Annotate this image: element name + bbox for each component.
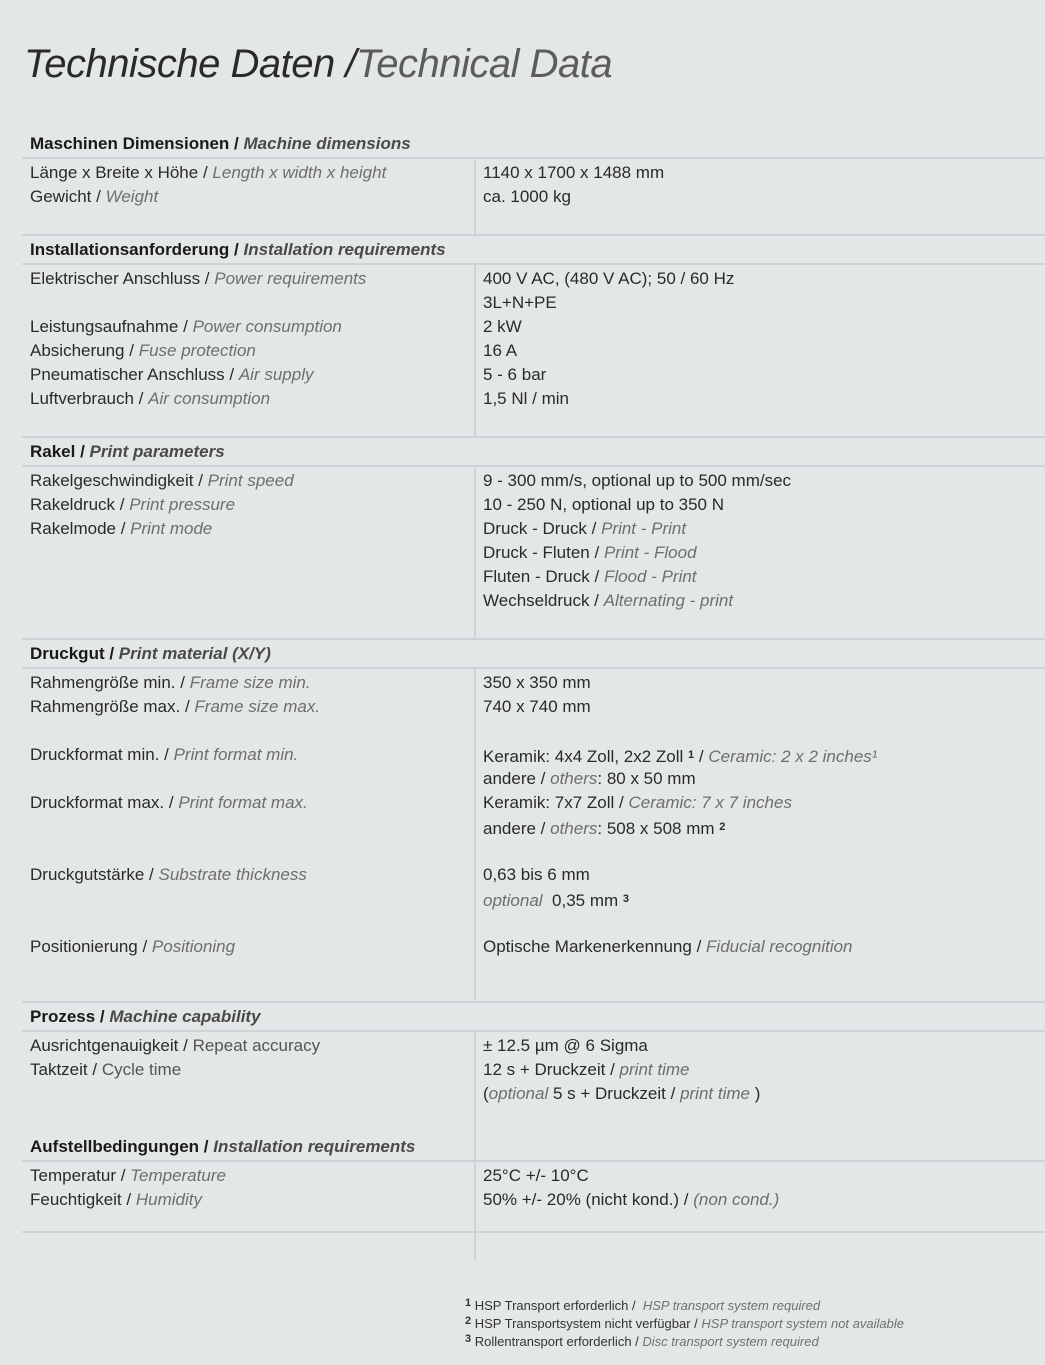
label-accuracy: Ausrichtgenauigkeit / Repeat accuracy — [30, 1036, 321, 1055]
label-cycle: Taktzeit / Cycle time — [30, 1060, 182, 1079]
column-divider — [474, 264, 476, 436]
column-divider — [474, 466, 476, 638]
value-cycle-optional: (optional 5 s + Druckzeit / print time ) — [483, 1084, 761, 1103]
value-air-consumption: 1,5 Nl / min — [483, 389, 569, 408]
value-consumption: 2 kW — [483, 317, 522, 336]
value-lwh: 1140 x 1700 x 1488 mm — [483, 163, 665, 182]
label-frame-max: Rahmengröße max. / Frame size max. — [30, 697, 321, 716]
divider — [22, 1030, 1045, 1032]
value-pressure: 10 - 250 N, optional up to 350 N — [483, 495, 724, 514]
label-humidity: Feuchtigkeit / Humidity — [30, 1190, 202, 1209]
divider — [22, 263, 1045, 265]
label-format-min: Druckformat min. / Print format min. — [30, 745, 299, 764]
value-mode: Druck - Druck / Print - Print — [483, 519, 687, 538]
footnote-2: $^2$ HSP Transportsystem nicht verfügbar / HSP transport system not available — [465, 1315, 904, 1331]
divider — [22, 436, 1045, 438]
value-humidity: 50% +/- 20% (nicht kond.) / (non cond.) — [483, 1190, 780, 1209]
divider — [22, 1160, 1045, 1162]
section-print-parameters: Rakel / Print parameters — [30, 442, 225, 461]
section-dimensions: Maschinen Dimensionen / Machine dimensions — [30, 134, 411, 153]
value-mode: Druck - Fluten / Print - Flood — [483, 543, 697, 562]
value-frame-min: 350 x 350 mm — [483, 673, 591, 692]
value-weight: ca. 1000 kg — [483, 187, 571, 206]
divider — [22, 667, 1045, 669]
value-temperature: 25°C +/- 10°C — [483, 1166, 589, 1185]
value-format-max-others: andere / others: 508 x 508 mm $^2$ — [483, 819, 726, 838]
value-fuse: 16 A — [483, 341, 518, 360]
label-pressure: Rakeldruck / Print pressure — [30, 495, 236, 514]
value-power-phases: 3L+N+PE — [483, 293, 557, 312]
value-speed: 9 - 300 mm/s, optional up to 500 mm/sec — [483, 471, 792, 490]
label-air: Pneumatischer Anschluss / Air supply — [30, 365, 314, 384]
column-divider — [474, 1131, 476, 1161]
value-thickness: 0,63 bis 6 mm — [483, 865, 590, 884]
divider — [22, 638, 1045, 640]
value-air: 5 - 6 bar — [483, 365, 547, 384]
label-positioning: Positionierung / Positioning — [30, 937, 236, 956]
label-consumption: Leistungsaufnahme / Power consumption — [30, 317, 342, 336]
divider — [22, 157, 1045, 159]
footnote-3: $^3$ Rollentransport erforderlich / Disc transport system required — [465, 1333, 819, 1349]
title-en: Technical Data — [355, 42, 613, 86]
label-speed: Rakelgeschwindigkeit / Print speed — [30, 471, 294, 490]
label-frame-min: Rahmengröße min. / Frame size min. — [30, 673, 311, 692]
section-process: Prozess / Machine capability — [30, 1007, 261, 1026]
label-air-consumption: Luftverbrauch / Air consumption — [30, 389, 271, 408]
divider — [22, 1231, 1045, 1233]
value-format-min: Keramik: 4x4 Zoll, 2x2 Zoll $^1$ / Ceramic: 2 x 2 inches¹ — [483, 747, 878, 766]
value-format-max: Keramik: 7x7 Zoll / Ceramic: 7 x 7 inches — [483, 793, 792, 812]
label-fuse: Absicherung / Fuse protection — [30, 341, 256, 360]
value-positioning: Optische Markenerkennung / Fiducial recognition — [483, 937, 853, 956]
column-divider — [474, 668, 476, 1001]
label-lwh: Länge x Breite x Höhe / Length x width x height — [30, 163, 387, 182]
value-power: 400 V AC, (480 V AC); 50 / 60 Hz — [483, 269, 735, 288]
section-setup: Aufstellbedingungen / Installation requirements — [30, 1137, 416, 1156]
section-print-material: Druckgut / Print material (X/Y) — [30, 644, 271, 663]
spec-table — [22, 0, 1045, 1365]
divider — [22, 234, 1045, 236]
label-power: Elektrischer Anschluss / Power requirements — [30, 269, 367, 288]
value-format-min-others: andere / others: 80 x 50 mm — [483, 769, 696, 788]
divider — [22, 1001, 1045, 1003]
footnote-1: $^1$ HSP Transport erforderlich / HSP transport system required — [465, 1297, 821, 1313]
label-temperature: Temperatur / Temperature — [30, 1166, 226, 1185]
label-weight: Gewicht / Weight — [30, 187, 159, 206]
value-frame-max: 740 x 740 mm — [483, 697, 591, 716]
section-installation: Installationsanforderung / Installation requirements — [30, 240, 446, 259]
divider — [22, 465, 1045, 467]
label-format-max: Druckformat max. / Print format max. — [30, 793, 308, 812]
label-mode: Rakelmode / Print mode — [30, 519, 213, 538]
value-mode: Wechseldruck / Alternating - print — [483, 591, 734, 610]
title-de: Technische Daten / — [24, 42, 356, 86]
value-cycle: 12 s + Druckzeit / print time — [483, 1060, 690, 1079]
column-divider — [474, 1031, 476, 1131]
value-accuracy: ± 12.5 µm @ 6 Sigma — [483, 1036, 648, 1055]
column-divider — [474, 158, 476, 234]
label-thickness: Druckgutstärke / Substrate thickness — [30, 865, 307, 884]
value-mode: Fluten - Druck / Flood - Print — [483, 567, 697, 586]
value-thickness-optional: optional 0,35 mm $^3$ — [483, 891, 630, 910]
column-divider — [474, 1161, 476, 1231]
column-divider — [474, 1233, 476, 1260]
